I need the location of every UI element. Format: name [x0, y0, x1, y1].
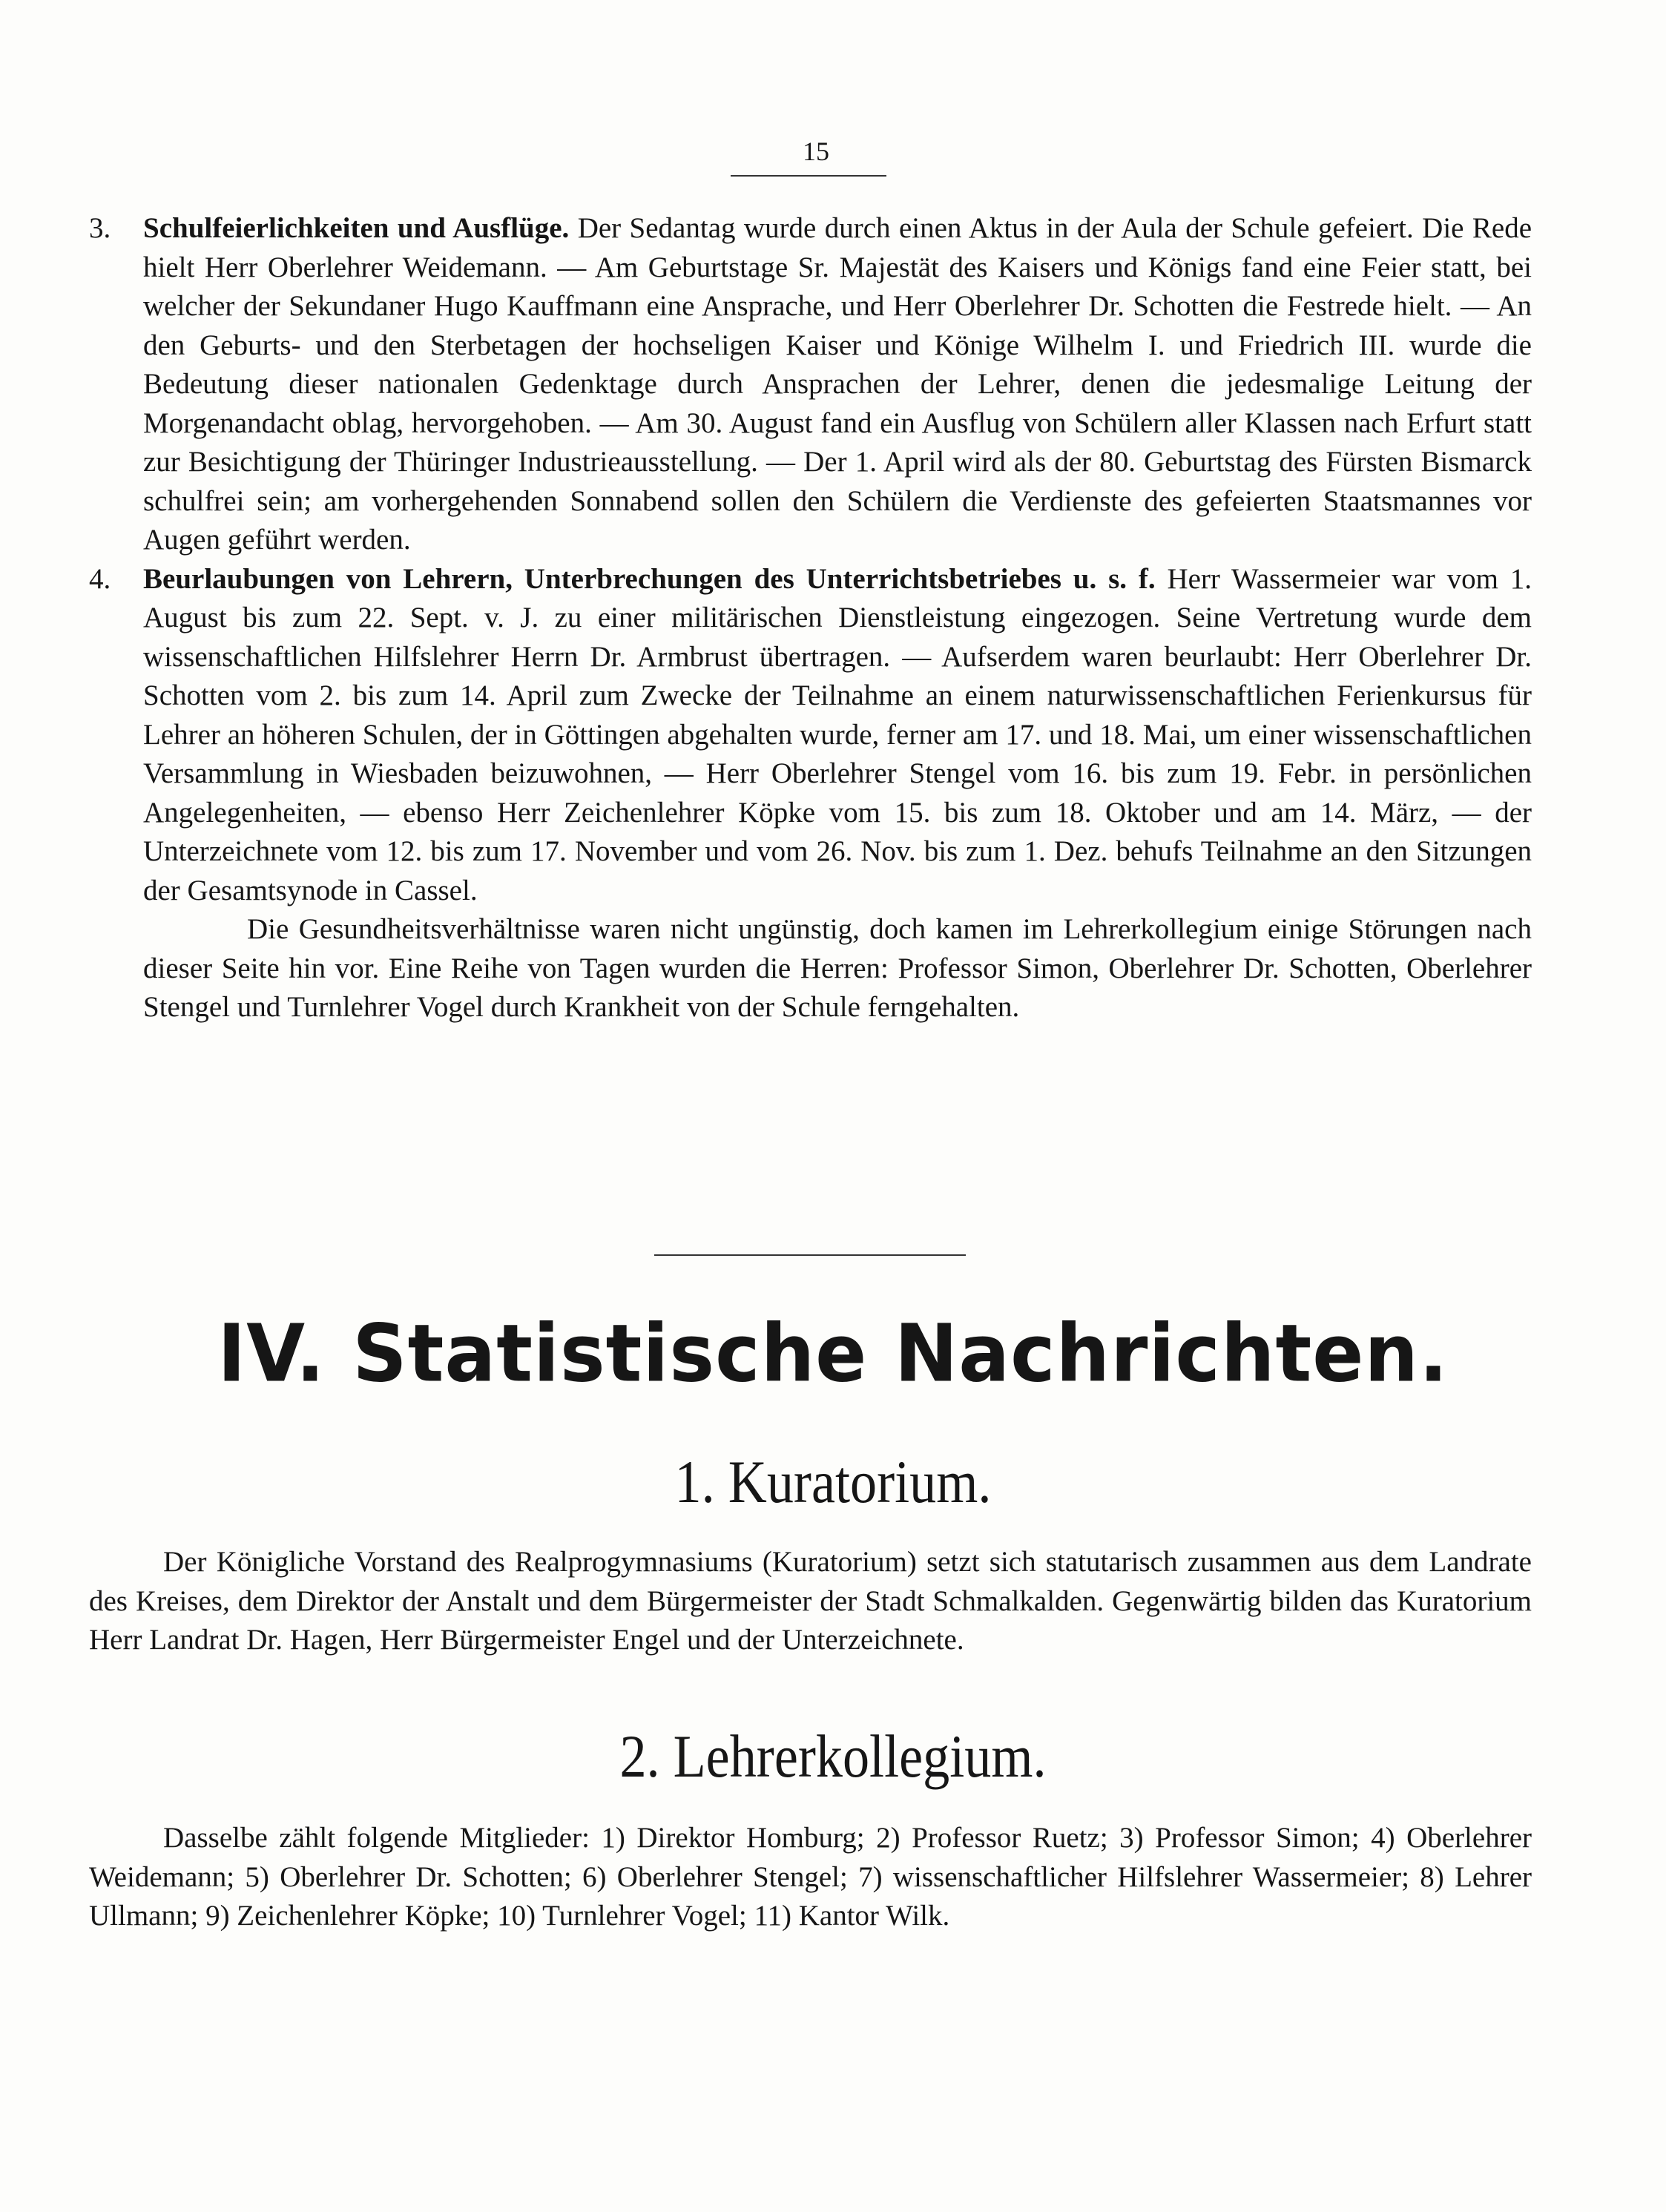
item-4-number: 4.	[89, 562, 111, 595]
item-3-number: 3.	[89, 212, 111, 244]
page-number-rule	[731, 175, 886, 177]
item-4-body: Herr Wassermeier war vom 1. August bis zum 22. Sept. v. J. zu einer militärischen Dienstleistung eingezogen. Seine Vertretung wurde dem wissenschaftlichen Hilfslehrer Herrn Dr. Armbrust übertragen. — Aufserdem waren beurlaubt: Herr Oberlehrer Dr. Schotten vom 2. bis zum 14. April zum Zwecke der Teilnahme an einem naturwissenschaftlichen Ferienkursus für Lehrer an höheren Schulen, der in Göttingen abgehalten wurde, ferner am 17. und 18. Mai, um einer wissenschaftlichen Versammlung in Wiesbaden beizuwohnen, — Herr Oberlehrer Stengel vom 16. bis zum 19. Febr. in persönlichen Angelegenheiten, — ebenso Herr Zeichenlehrer Köpke vom 15. bis zum 18. Oktober und am 14. März, — der Unterzeichnete vom 12. bis zum 17. November und vom 26. Nov. bis zum 1. Dez. behufs Teilnahme an den Sitzungen der Gesamtsynode in Cassel.	[143, 562, 1532, 906]
section-heading: IV. Statistische Nachrichten.	[217, 1308, 1449, 1400]
subsection-heading-kuratorium: 1. Kuratorium.	[674, 1448, 992, 1515]
health-paragraph: Die Gesundheitsverhältnisse waren nicht ungünstig, doch kamen im Lehrerkollegium einige Störungen nach dieser Seite hin vor. Eine Reihe von Tagen wurden die Herren: Professor Simon, Oberlehrer Dr. Schotten, Oberlehrer Stengel und Turnlehrer Vogel durch Krankheit von der Schule ferngehalten.	[143, 913, 1532, 1023]
lehrerkollegium-paragraph: Dasselbe zählt folgende Mitglieder: 1) Direktor Homburg; 2) Professor Ruetz; 3) Professor Simon; 4) Oberlehrer Weidemann; 5) Oberlehrer Dr. Schotten; 6) Oberlehrer Stengel; 7) wissenschaftlicher Hilfslehrer Wassermeier; 8) Lehrer Ullmann; 9) Zeichenlehrer Köpke; 10) Turnlehrer Vogel; 11) Kantor Wilk.	[89, 1822, 1532, 1932]
item-3-heading: Schulfeierlichkeiten und Ausflüge.	[143, 212, 570, 244]
separator-rule	[654, 1254, 966, 1256]
kuratorium-paragraph: Der Königliche Vorstand des Realprogymnasiums (Kuratorium) setzt sich statutarisch zusammen aus dem Landrate des Kreises, dem Direktor der Anstalt und dem Bürgermeister der Stadt Schmalkalden. Gegenwärtig bilden das Kuratorium Herr Landrat Dr. Hagen, Herr Bürgermeister Engel und der Unterzeichnete.	[89, 1546, 1532, 1656]
item-4	[89, 560, 1532, 911]
items-block	[89, 209, 1532, 1027]
subsection-heading-lehrerkollegium: 2. Lehrerkollegium.	[619, 1722, 1047, 1790]
item-4-heading: Beurlaubungen von Lehrern, Unterbrechungen des Unterrichtsbetriebes u. s. f.	[143, 562, 1156, 595]
item-3-body: Der Sedantag wurde durch einen Aktus in der Aula der Schule gefeiert. Die Rede hielt Herr Oberlehrer Weidemann. — Am Geburtstage Sr. Majestät des Kaisers und Königs fand eine Feier statt, bei welcher der Sekundaner Hugo Kauffmann eine Ansprache, und Herr Oberlehrer Dr. Schotten die Festrede hielt. — An den Geburts- und den Sterbetagen der hochseligen Kaiser und Könige Wilhelm I. und Friedrich III. wurde die Bedeutung dieser nationalen Gedenktage durch Ansprachen der Lehrer, denen die jedesmalige Leitung der Morgenandacht oblag, hervorgehoben. — Am 30. August fand ein Ausflug von Schülern aller Klassen nach Erfurt statt zur Besichtigung der Thüringer Industrieausstellung. — Der 1. April wird als der 80. Geburtstag des Fürsten Bismarck schulfrei sein; am vorhergehenden Sonnabend sollen den Schülern die Verdienste des gefeierten Staatsmannes vor Augen geführt werden.	[143, 212, 1532, 556]
page-number: 15	[803, 136, 829, 166]
item-3	[89, 209, 1532, 560]
